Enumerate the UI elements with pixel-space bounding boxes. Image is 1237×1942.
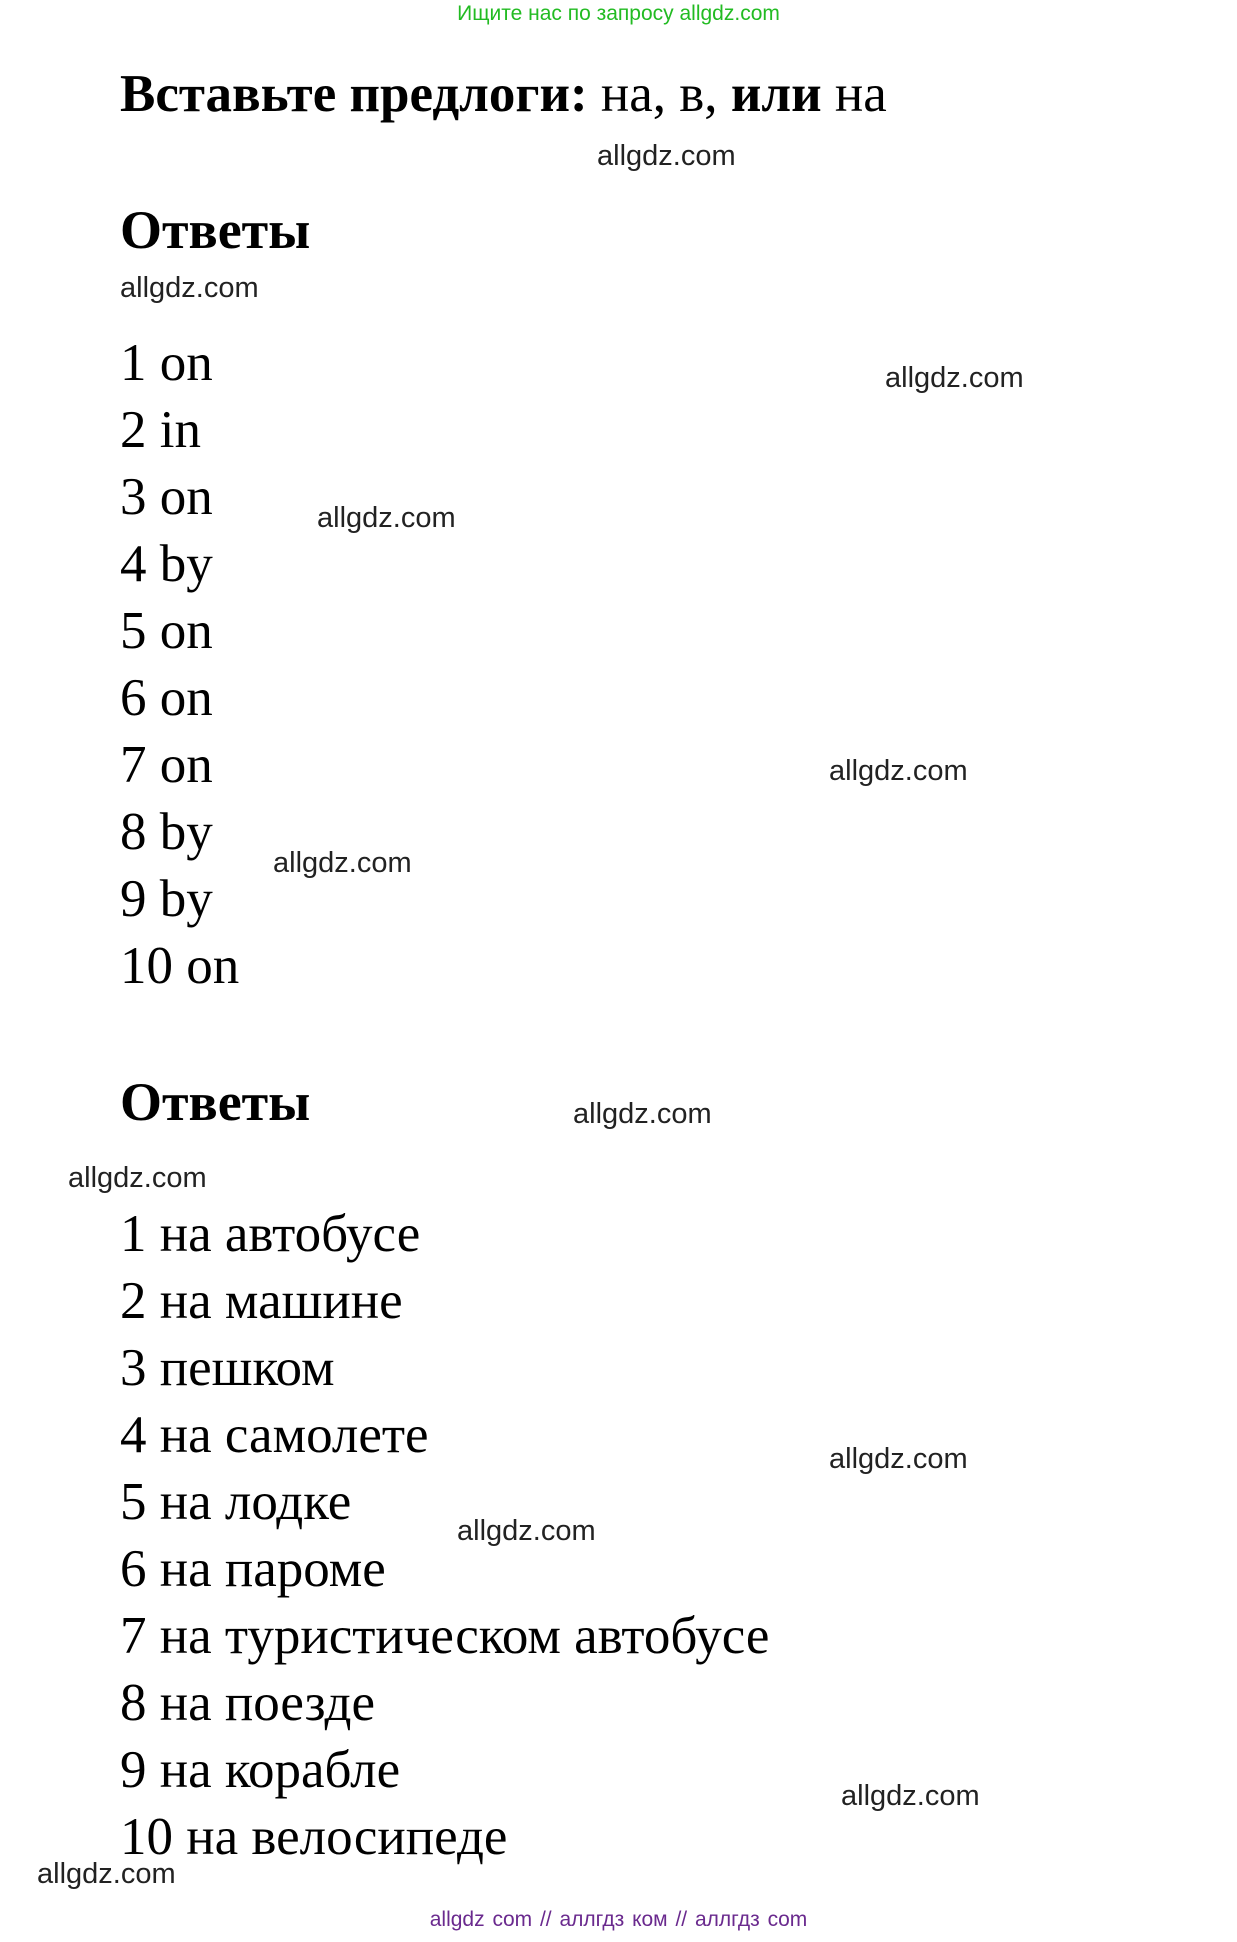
list-item: 4 by: [120, 535, 213, 593]
list-item: 8 by: [120, 803, 213, 861]
watermark: allgdz.com: [597, 140, 736, 172]
list-item: 10 на велосипеде: [120, 1808, 508, 1866]
watermark: allgdz.com: [573, 1098, 712, 1130]
answers-heading-1: Ответы: [120, 200, 311, 260]
list-item: 9 by: [120, 870, 213, 928]
watermark: allgdz.com: [885, 362, 1024, 394]
list-item: 5 on: [120, 602, 213, 660]
list-item: 9 на корабле: [120, 1741, 401, 1799]
list-item: 10 on: [120, 937, 240, 995]
title-part-3: или: [730, 65, 822, 123]
watermark: allgdz.com: [37, 1858, 176, 1890]
answers-list-russian: [120, 1201, 769, 1871]
list-item: 3 on: [120, 468, 213, 526]
answers-list-english: [120, 330, 239, 1000]
watermark: allgdz.com: [317, 502, 456, 534]
list-item: 7 на туристическом автобусе: [120, 1607, 770, 1665]
list-item: 6 на пароме: [120, 1540, 386, 1598]
title-part-4: на: [821, 65, 887, 123]
title-part-2: на, в,: [587, 65, 731, 123]
watermark: allgdz.com: [273, 847, 412, 879]
list-item: 3 пешком: [120, 1339, 335, 1397]
watermark: allgdz.com: [120, 272, 259, 304]
list-item: 7 on: [120, 736, 213, 794]
watermark: allgdz.com: [829, 1443, 968, 1475]
list-item: 6 on: [120, 669, 213, 727]
list-item: 4 на самолете: [120, 1406, 429, 1464]
top-search-banner: Ищите нас по запросу allgdz.com: [457, 2, 780, 25]
list-item: 2 in: [120, 401, 201, 459]
list-item: 5 на лодке: [120, 1473, 352, 1531]
footer-links: allgdz com // аллгдз ком // аллгдз com: [429, 1908, 808, 1931]
list-item: 1 on: [120, 334, 213, 392]
answers-heading-2: Ответы: [120, 1072, 311, 1132]
list-item: 8 на поезде: [120, 1674, 376, 1732]
title-part-1: Вставьте предлоги:: [120, 65, 588, 123]
watermark: allgdz.com: [457, 1515, 596, 1547]
exercise-title: [120, 62, 887, 126]
watermark: allgdz.com: [841, 1780, 980, 1812]
watermark: allgdz.com: [829, 755, 968, 787]
watermark: allgdz.com: [68, 1162, 207, 1194]
list-item: 2 на машине: [120, 1272, 403, 1330]
list-item: 1 на автобусе: [120, 1205, 421, 1263]
